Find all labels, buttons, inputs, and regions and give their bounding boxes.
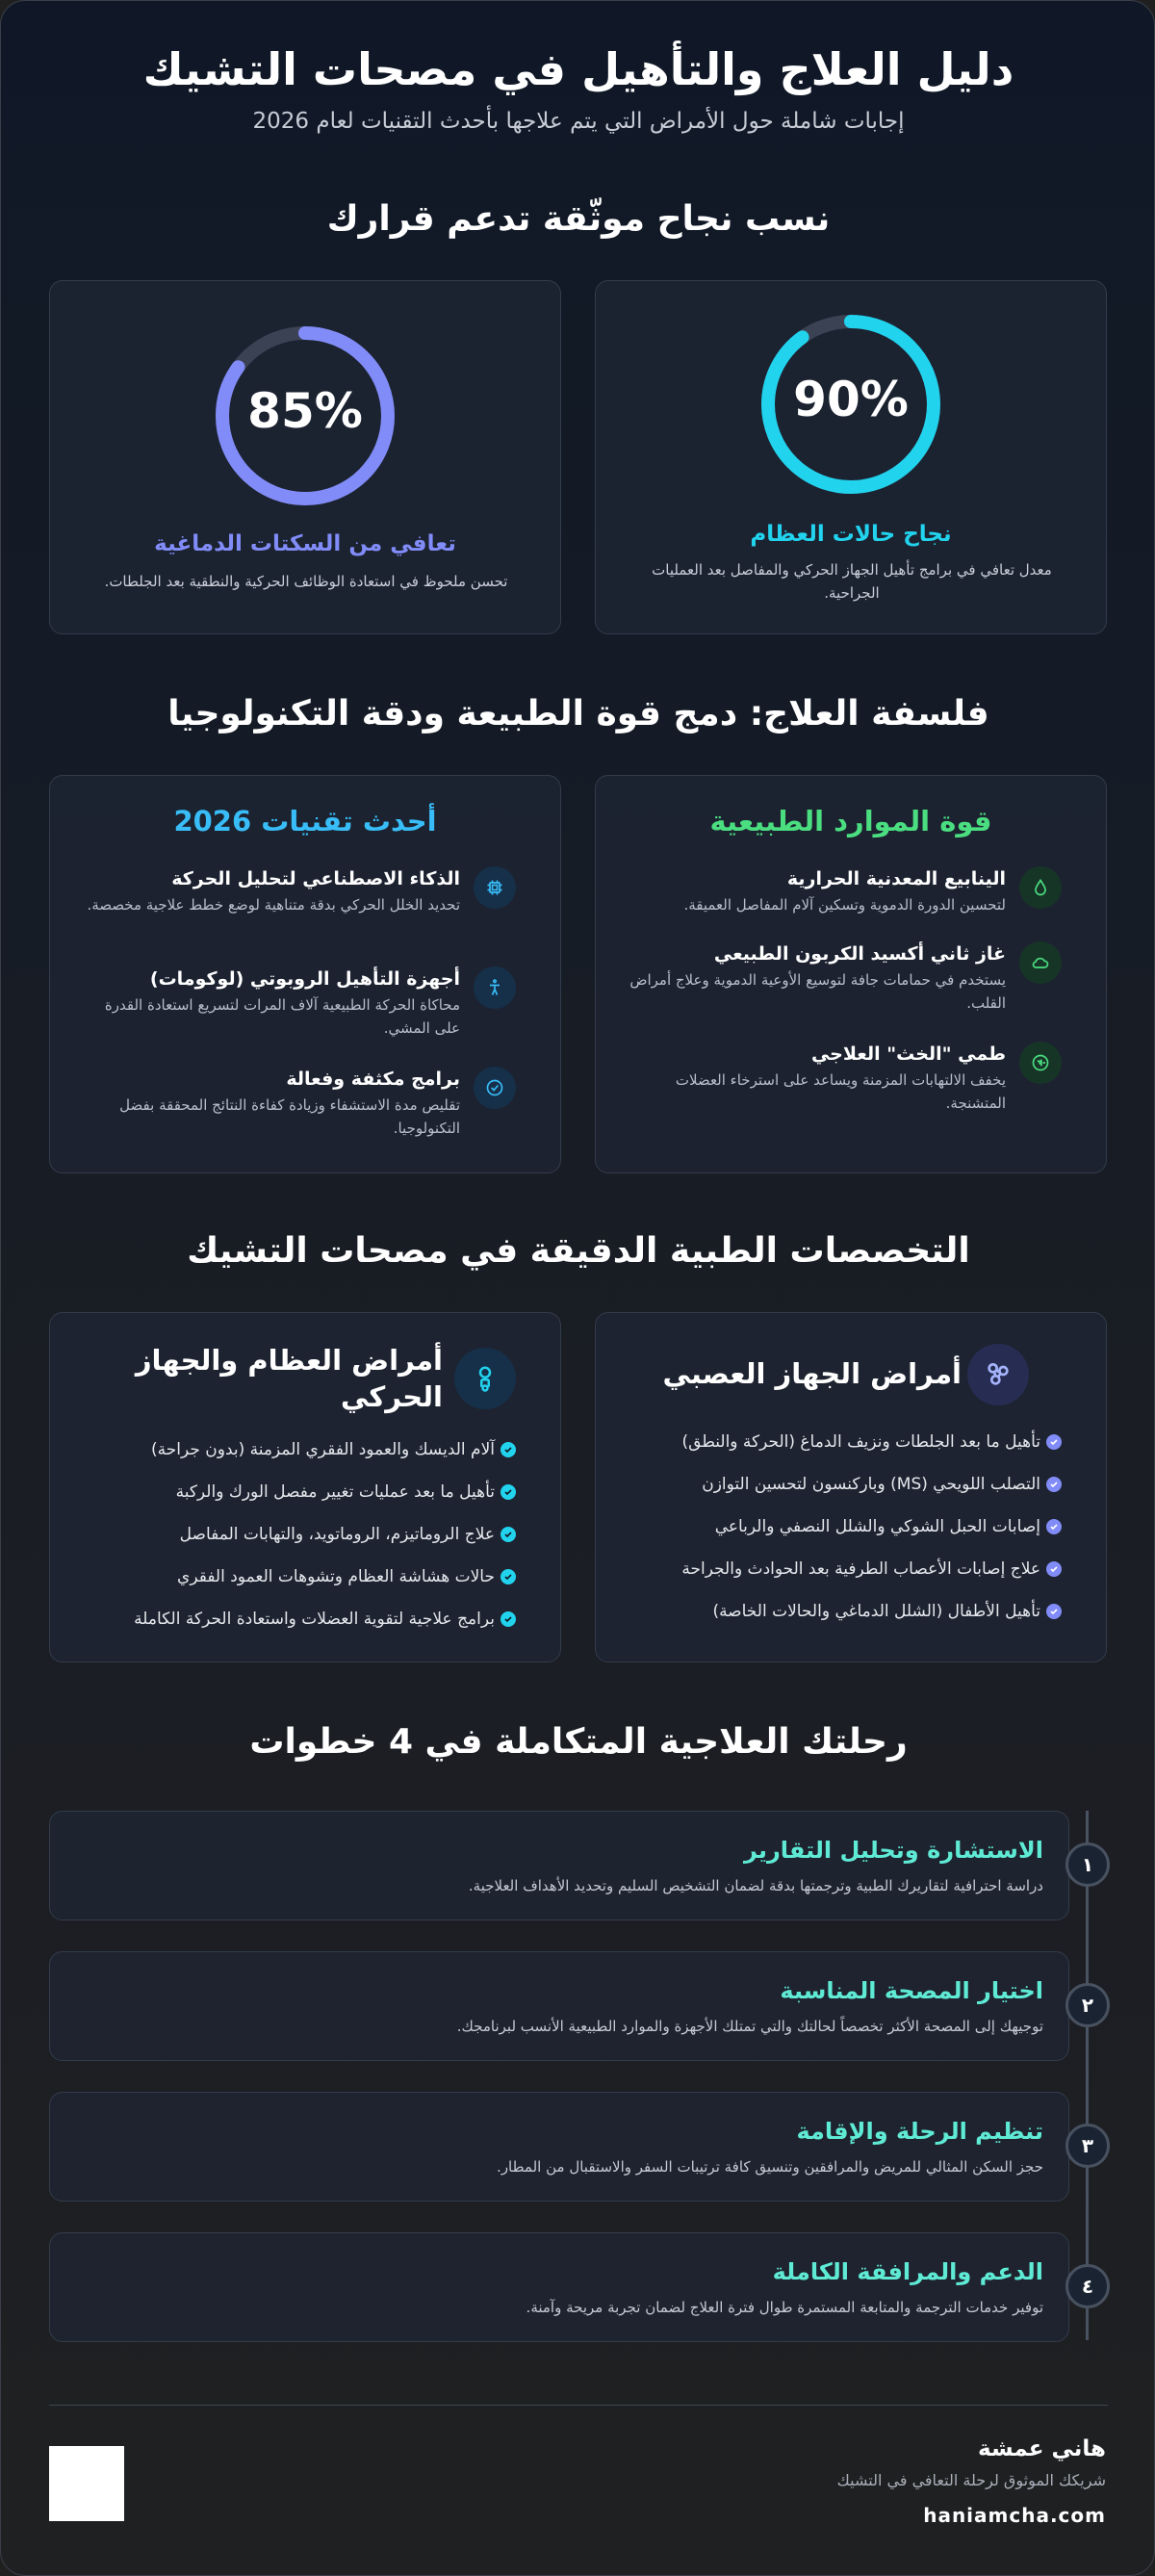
- step-title: اختيار المصحة المناسبة: [780, 1977, 1043, 2004]
- stat-title-bones: نجاح حالات العظام: [750, 522, 952, 547]
- check-icon: [1046, 1434, 1062, 1450]
- qr-code-placeholder: [49, 2446, 124, 2521]
- neuro-list: [681, 1430, 1062, 1642]
- tech-item-title: الذكاء الاصطناعي لتحليل الحركة: [171, 868, 460, 889]
- nature-item-title: طمي "الخث" العلاجي: [810, 1043, 1006, 1065]
- ortho-card: [49, 1312, 561, 1662]
- step-number: ٣: [1065, 2124, 1110, 2168]
- stat-card-stroke: [49, 280, 561, 634]
- nature-card: [595, 775, 1107, 1173]
- brain-network-icon: [967, 1344, 1029, 1405]
- stat-desc-stroke: تحسن ملحوظ في استعادة الوظائف الحركية والنطقية بعد الجلطات.: [104, 573, 508, 590]
- tech-item-desc: تقليص مدة الاستشفاء وزيادة كفاءة النتائج المحققة بفضل التكنولوجيا.: [119, 1096, 460, 1137]
- check-icon: [500, 1442, 516, 1457]
- neuro-card: [595, 1312, 1107, 1662]
- check-icon: [1046, 1561, 1062, 1577]
- step-title: الاستشارة وتحليل التقارير: [744, 1837, 1043, 1864]
- check-icon: [1046, 1604, 1062, 1619]
- footer-website-link[interactable]: haniamcha.com: [923, 2504, 1106, 2527]
- page-subtitle: إجابات شاملة حول الأمراض التي يتم علاجها بأحدث التقنيات لعام 2026: [252, 109, 905, 134]
- list-item: تأهيل ما بعد عمليات تغيير مفصل الورك والركبة: [134, 1481, 516, 1523]
- nature-card-title: قوة الموارد الطبيعية: [709, 805, 992, 837]
- water-drop-icon: [1019, 866, 1062, 909]
- walking-person-icon: [474, 966, 516, 1009]
- list-item: برامج علاجية لتقوية العضلات واستعادة الحركة الكاملة: [134, 1608, 516, 1650]
- stat-card-bones: [595, 280, 1107, 634]
- step-desc: توجيهك إلى المصحة الأكثر تخصصاً لحالتك والتي تمتلك الأجهزة والموارد الطبيعية الأنسب لبرنامجك.: [456, 2018, 1043, 2035]
- check-icon: [1046, 1519, 1062, 1534]
- stat-value-stroke: 85%: [247, 383, 363, 439]
- step-number: ٤: [1065, 2264, 1110, 2308]
- specialties-section-title: التخصصات الطبية الدقيقة في مصحات التشيك: [187, 1231, 970, 1271]
- step-desc: دراسة احترافية لتقاريرك الطبية وترجمتها بدقة لضمان التشخيص السليم وتحديد الأهداف العلاجية.: [468, 1877, 1043, 1894]
- step-title: الدعم والمرافقة الكاملة: [772, 2258, 1043, 2285]
- nature-item-title: غاز ثاني أكسيد الكربون الطبيعي: [713, 943, 1006, 965]
- footer-tagline: شريكك الموثوق لرحلة التعافي في التشيك: [836, 2471, 1106, 2489]
- neuro-card-title: أمراض الجهاز العصبي: [662, 1357, 962, 1390]
- nature-item-title: الينابيع المعدنية الحرارية: [786, 868, 1006, 889]
- check-icon: [500, 1527, 516, 1542]
- stat-desc-bones: معدل تعافي في برامج تأهيل الجهاز الحركي والمفاصل بعد العمليات الجراحية.: [652, 561, 1052, 602]
- nature-item-desc: لتحسين الدورة الدموية وتسكين آلام المفاصل العميقة.: [683, 896, 1006, 914]
- step-card: [49, 2092, 1069, 2202]
- step-desc: حجز السكن المثالي للمريض والمرافقين وتنسيق كافة ترتيبات السفر والاستقبال من المطار.: [497, 2158, 1043, 2176]
- page-title: دليل العلاج والتأهيل في مصحات التشيك: [142, 43, 1014, 95]
- step-card: [49, 2232, 1069, 2342]
- ortho-list: [134, 1438, 516, 1650]
- list-item: آلام الديسك والعمود الفقري المزمنة (بدون جراحة): [134, 1438, 516, 1481]
- step-card: [49, 1811, 1069, 1920]
- list-item: علاج إصابات الأعصاب الطرفية بعد الحوادث والجراحة: [681, 1558, 1062, 1600]
- cpu-icon: [474, 866, 516, 909]
- step-number: ٢: [1065, 1983, 1110, 2027]
- step-title: تنظيم الرحلة والإقامة: [796, 2118, 1043, 2145]
- tech-item-title: أجهزة التأهيل الروبوتي (لوكومات): [149, 968, 460, 990]
- check-icon: [500, 1611, 516, 1627]
- stat-title-stroke: تعافي من السكتات الدماغية: [154, 531, 456, 556]
- philosophy-section-title: فلسفة العلاج: دمج قوة الطبيعة ودقة التكنولوجيا: [167, 694, 989, 734]
- list-item: التصلب اللويحي (MS) وباركنسون لتحسين التوازن: [681, 1473, 1062, 1515]
- tech-card-title: أحدث تقنيات 2026: [173, 805, 437, 837]
- step-number: ١: [1065, 1842, 1110, 1887]
- step-card: [49, 1951, 1069, 2061]
- footer-name: هاني عمشة: [978, 2436, 1106, 2461]
- nature-item-desc: يخفف الالتهابات المزمنة ويساعد على استرخاء العضلات المتشنجة.: [675, 1071, 1006, 1112]
- list-item: حالات هشاشة العظام وتشوهات العمود الفقري: [134, 1565, 516, 1608]
- mud-icon: [1019, 1042, 1062, 1084]
- tech-item-title: برامج مكثفة وفعالة: [286, 1069, 460, 1090]
- check-icon: [500, 1484, 516, 1500]
- tech-item-desc: تحديد الخلل الحركي بدقة متناهية لوضع خطط علاجية مخصصة.: [87, 896, 460, 914]
- steps-section-title: رحلتك العلاجية المتكاملة في 4 خطوات: [249, 1722, 908, 1762]
- check-icon: [1046, 1477, 1062, 1492]
- cloud-icon: [1019, 941, 1062, 984]
- list-item: علاج الروماتيزم، الروماتويد، والتهابات المفاصل: [134, 1523, 516, 1565]
- stat-value-bones: 90%: [793, 372, 909, 427]
- stats-section-title: نسب نجاح موثّقة تدعم قرارك: [326, 199, 831, 239]
- tech-card: [49, 775, 561, 1173]
- bone-joint-icon: [454, 1348, 516, 1409]
- list-item: تأهيل الأطفال (الشلل الدماغي والحالات الخاصة): [681, 1600, 1062, 1642]
- tech-item-desc: محاكاة الحركة الطبيعية آلاف المرات لتسريع استعادة القدرة على المشي.: [104, 996, 460, 1037]
- footer-divider: [49, 2405, 1108, 2406]
- list-item: إصابات الحبل الشوكي والشلل النصفي والرباعي: [681, 1515, 1062, 1558]
- ortho-card-title: أمراض العظام والجهاز الحركي: [135, 1344, 443, 1413]
- list-item: تأهيل ما بعد الجلطات ونزيف الدماغ (الحركة والنطق): [681, 1430, 1062, 1473]
- check-circle-icon: [474, 1067, 516, 1109]
- nature-item-desc: يستخدم في حمامات جافة لتوسيع الأوعية الدموية وعلاج أمراض القلب.: [629, 971, 1006, 1012]
- check-icon: [500, 1569, 516, 1584]
- step-desc: توفير خدمات الترجمة والمتابعة المستمرة طوال فترة العلاج لضمان تجربة مريحة وآمنة.: [526, 2299, 1043, 2316]
- timeline-line: [1086, 1811, 1089, 2340]
